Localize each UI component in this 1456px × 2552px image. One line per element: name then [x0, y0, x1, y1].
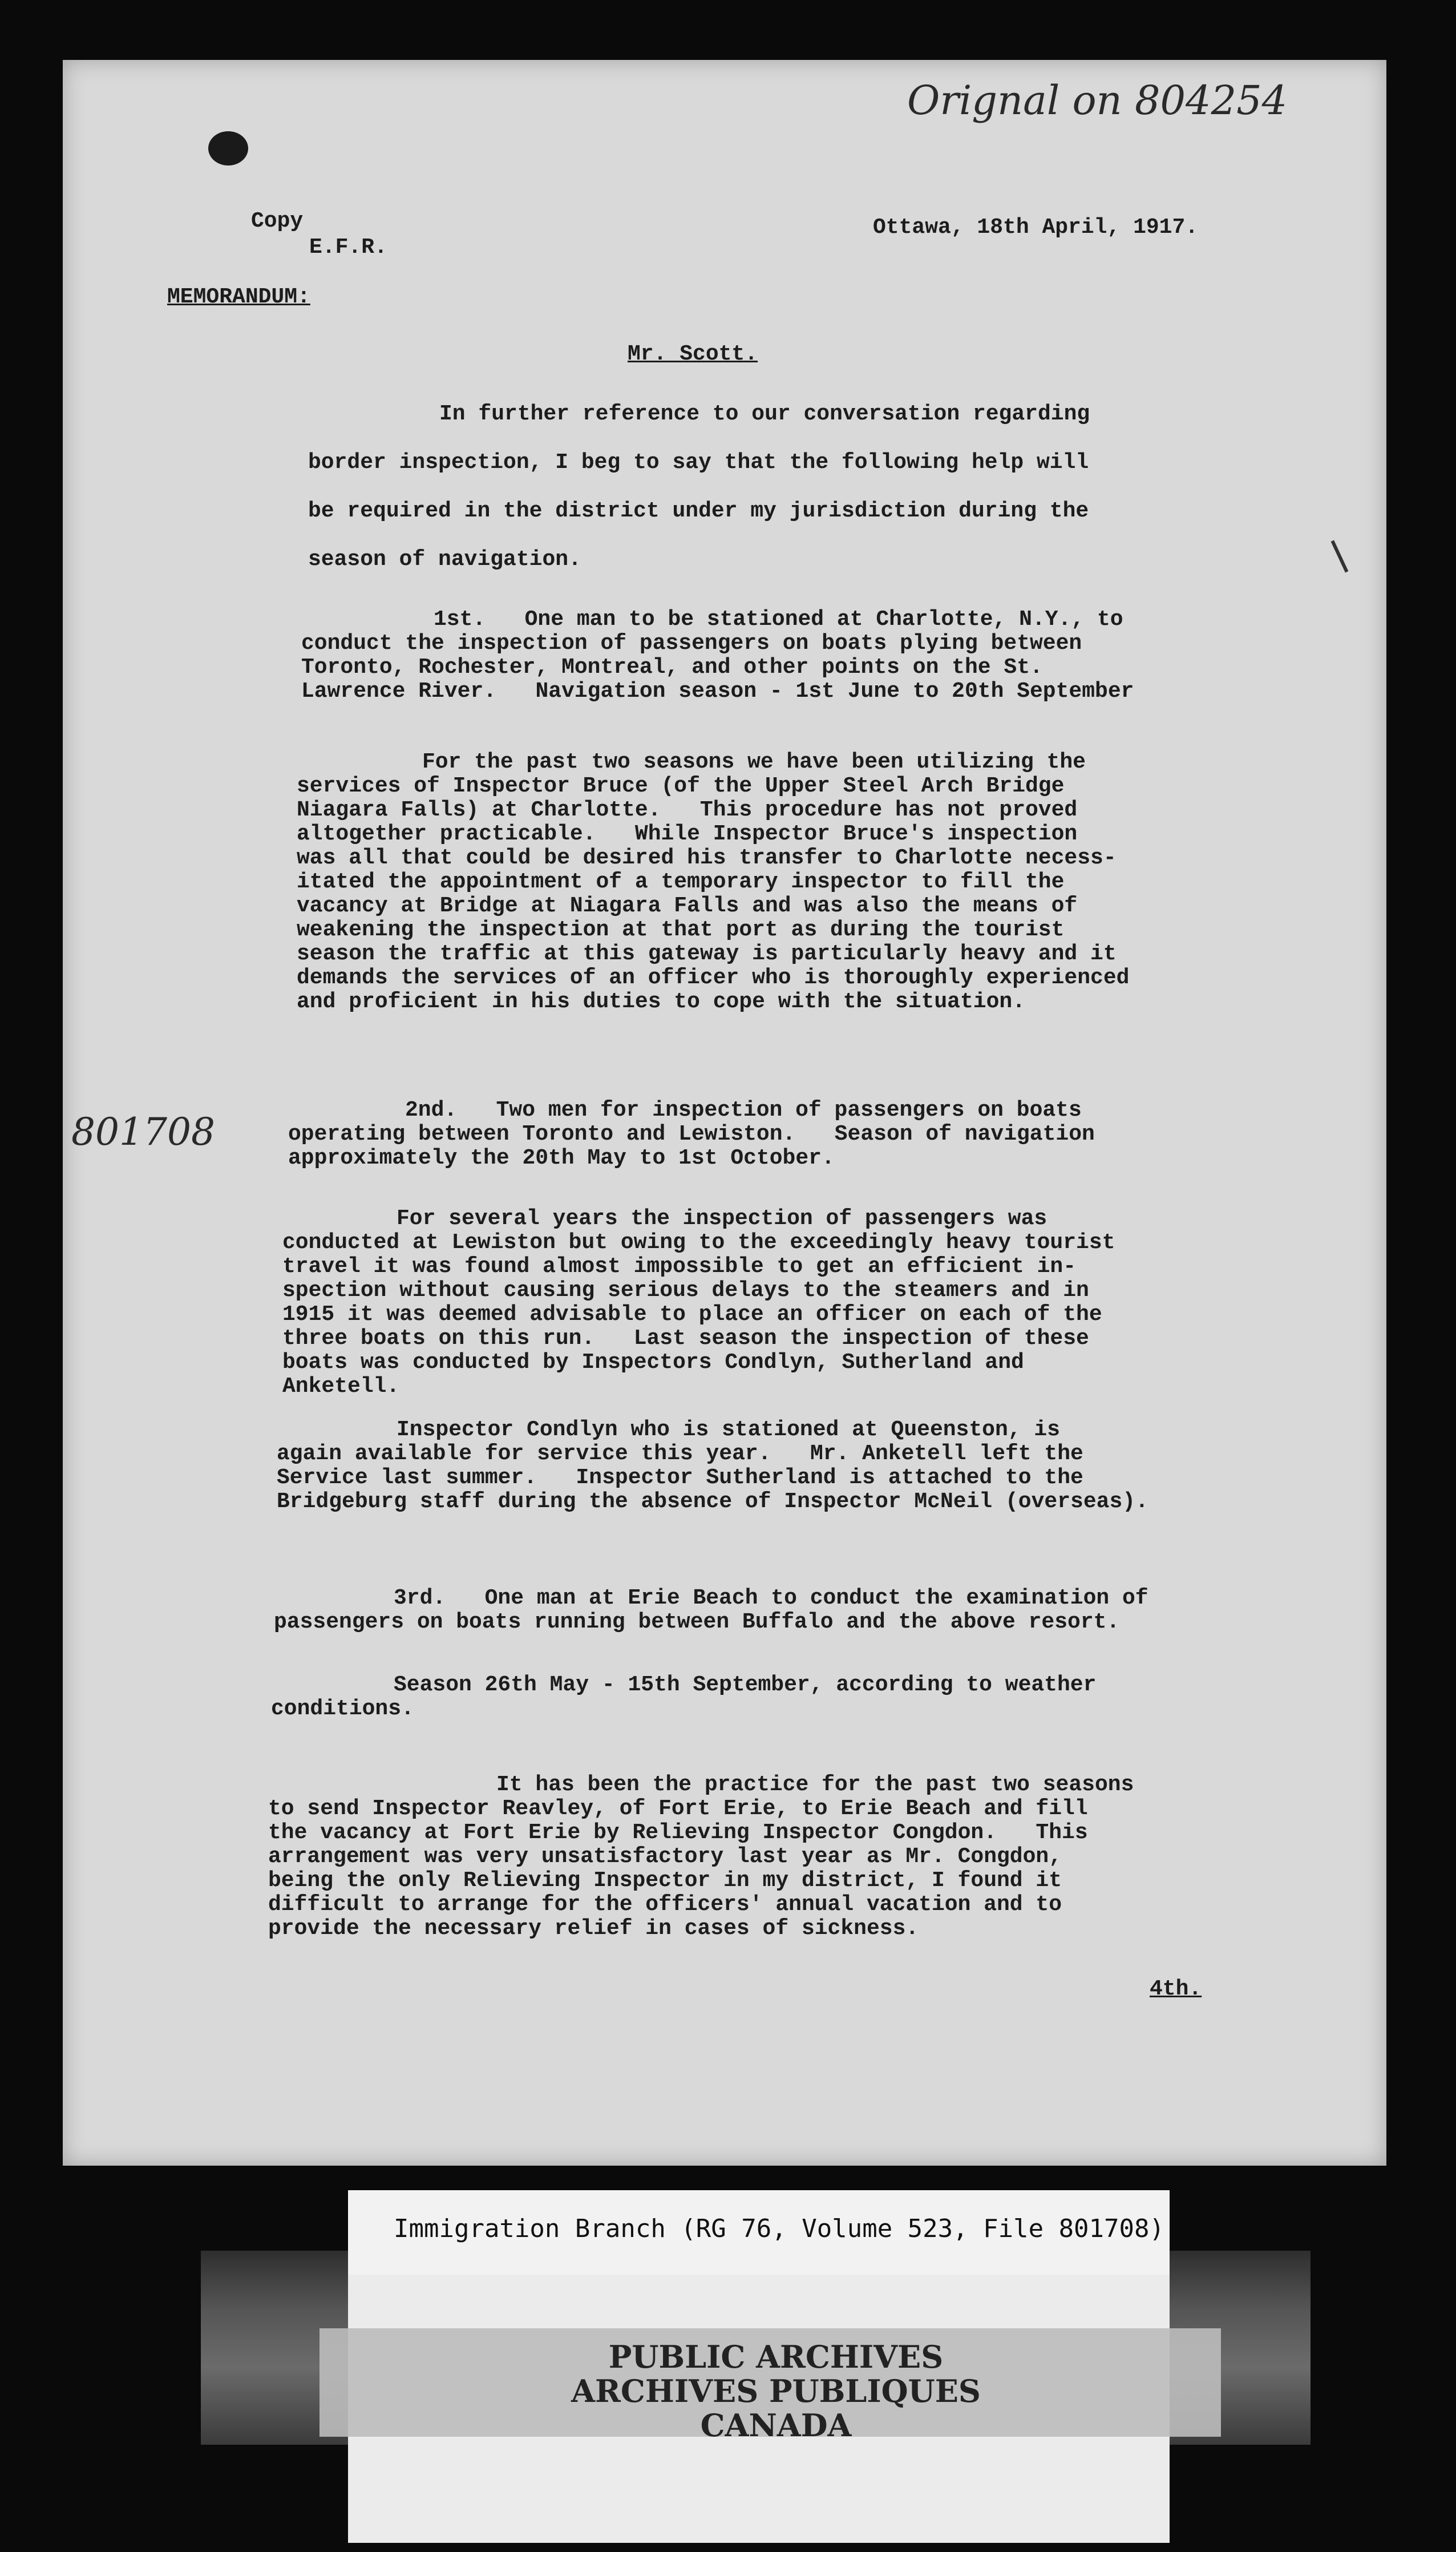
paragraph-line: difficult to arrange for the officers' annual vacation and to [268, 1892, 1062, 1917]
paragraph-line: It has been the practice for the past two seasons [496, 1772, 1134, 1797]
intro-line: be required in the district under my jurisdiction during the [308, 499, 1089, 523]
memorandum-label: MEMORANDUM: [167, 285, 310, 309]
item-2-line: approximately the 20th May to 1st October. [288, 1146, 835, 1170]
document-page [63, 60, 1386, 2166]
paragraph-line: Niagara Falls) at Charlotte. This procedure has not proved [297, 798, 1078, 822]
handwritten-margin-number: 801708 [71, 1110, 215, 1154]
paragraph-line: weakening the inspection at that port as during the tourist [297, 918, 1065, 942]
ink-blot [208, 131, 248, 165]
paragraph-line: Bridgeburg staff during the absence of Inspector McNeil (overseas). [277, 1489, 1148, 1514]
paragraph-line: three boats on this run. Last season the inspection of these [282, 1326, 1089, 1351]
intro-line: season of navigation. [308, 547, 581, 572]
archive-stamp-line: PUBLIC ARCHIVES [608, 2339, 944, 2375]
memo-date: Ottawa, 18th April, 1917. [873, 215, 1199, 240]
paragraph-line: to send Inspector Reavley, of Fort Erie, to Erie Beach and fill [268, 1796, 1088, 1821]
paragraph-line: the vacancy at Fort Erie by Relieving Inspector Congdon. This [268, 1820, 1088, 1845]
item-1-line: Lawrence River. Navigation season - 1st June to 20th September [301, 679, 1134, 704]
paragraph-line: provide the necessary relief in cases of sickness. [268, 1916, 919, 1941]
paragraph-line: vacancy at Bridge at Niagara Falls and was also the means of [297, 894, 1078, 918]
paragraph-line: boats was conducted by Inspectors Condlyn, Sutherland and [282, 1350, 1024, 1375]
item-2-line: 2nd. Two men for inspection of passengers on boats [405, 1098, 1082, 1122]
paragraph-line: conditions. [271, 1697, 414, 1721]
paragraph-line: and proficient in his duties to cope with the situation. [297, 990, 1026, 1014]
addressee: Mr. Scott. [628, 342, 758, 366]
paragraph-line: Service last summer. Inspector Sutherland is attached to the [277, 1465, 1083, 1490]
paragraph-line: demands the services of an officer who is thoroughly experienced [297, 966, 1130, 990]
paragraph-line: For several years the inspection of passengers was [397, 1206, 1047, 1231]
pencil-tick-mark [1331, 540, 1349, 573]
paragraph-line: Anketell. [282, 1374, 400, 1399]
item-3-line: passengers on boats running between Buffalo and the above resort. [274, 1610, 1120, 1634]
item-3-line: 3rd. One man at Erie Beach to conduct the examination of [394, 1586, 1148, 1610]
paragraph-line: altogether practicable. While Inspector Bruce's inspection [297, 822, 1078, 846]
paragraph-line: services of Inspector Bruce (of the Upper Steel Arch Bridge [297, 774, 1065, 798]
paragraph-line: arrangement was very unsatisfactory last year as Mr. Congdon, [268, 1844, 1062, 1869]
handwritten-note-top: Orignal on 804254 [907, 77, 1288, 124]
item-1-line: conduct the inspection of passengers on boats plying between [301, 631, 1082, 656]
continuation-marker: 4th. [1150, 1977, 1202, 2001]
archive-stamp-line: ARCHIVES PUBLIQUES [571, 2373, 981, 2409]
paragraph-line: conducted at Lewiston but owing to the exceedingly heavy tourist [282, 1230, 1115, 1255]
paragraph-line: itated the appointment of a temporary inspector to fill the [297, 870, 1065, 894]
item-2-line: operating between Toronto and Lewiston. Season of navigation [288, 1122, 1095, 1146]
file-reference-card [348, 2190, 1170, 2275]
intro-line: In further reference to our conversation regarding [439, 402, 1090, 426]
initials: E.F.R. [309, 235, 387, 260]
paragraph-line: spection without causing serious delays to the steamers and in [282, 1278, 1089, 1303]
paragraph-line: being the only Relieving Inspector in my district, I found it [268, 1868, 1062, 1893]
paragraph-line: Season 26th May - 15th September, according to weather [394, 1673, 1097, 1697]
paragraph-line: season the traffic at this gateway is particularly heavy and it [297, 942, 1117, 966]
paragraph-line: For the past two seasons we have been utilizing the [422, 750, 1086, 774]
paragraph-line: Inspector Condlyn who is stationed at Queenston, is [397, 1418, 1060, 1442]
archive-stamp-line: CANADA [700, 2407, 852, 2444]
copy-label: Copy [251, 209, 304, 233]
item-1-line: Toronto, Rochester, Montreal, and other points on the St. [301, 655, 1043, 680]
paragraph-line: again available for service this year. Mr. Anketell left the [277, 1441, 1083, 1466]
file-reference-label: Immigration Branch (RG 76, Volume 523, File 801708) [394, 2214, 1165, 2243]
paragraph-line: 1915 it was deemed advisable to place an officer on each of the [282, 1302, 1102, 1327]
item-1-line: 1st. One man to be stationed at Charlotte, N.Y., to [434, 607, 1123, 632]
paragraph-line: was all that could be desired his transfer to Charlotte necess- [297, 846, 1117, 870]
paragraph-line: travel it was found almost impossible to get an efficient in- [282, 1254, 1077, 1279]
intro-line: border inspection, I beg to say that the following help will [308, 450, 1089, 475]
archive-stamp [548, 2340, 1004, 2442]
